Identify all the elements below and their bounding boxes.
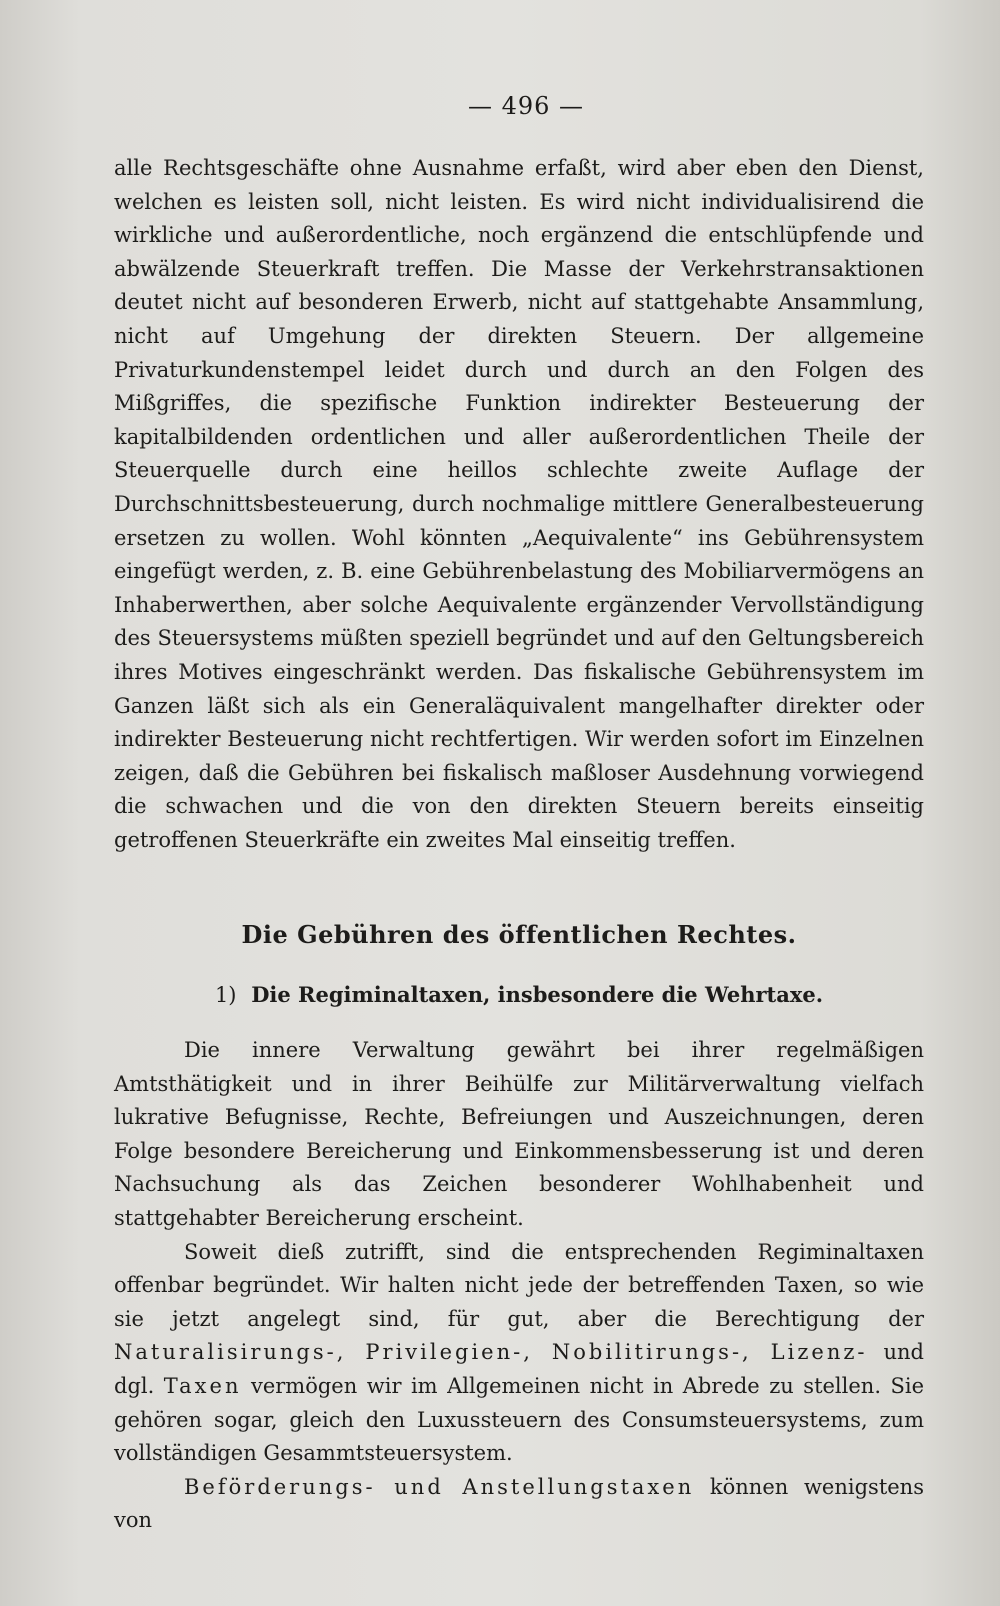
- page-number: — 496 —: [467, 92, 585, 120]
- paragraph-text: Soweit dieß zutrifft, sind die entsprechenden Regiminaltaxen offenbar begründet. Wir halten nicht jede der betreffenden Taxen, so wie sie jetzt angelegt sind, für gut, aber die Berechtigung der: [114, 1239, 924, 1331]
- paragraph: Die innere Verwaltung gewährt bei ihrer regelmäßigen Amtsthätigkeit und in ihrer Beihülfe zur Militärverwaltung vielfach lukrative Befugnisse, Rechte, Befreiungen und Auszeichnungen, deren Folge besondere Bereicherung und Einkommensbesserung ist und deren Nachsuchung als das Zeichen besonderer Wohlhabenheit und stattgehabter Bereicherung erscheint.: [114, 1038, 924, 1230]
- body-text-top: [114, 152, 924, 857]
- emphasized-text: Taxen: [163, 1373, 242, 1398]
- emphasized-text: Naturalisirungs-, Privilegien-, Nobilitirungs-, Lizenz-: [114, 1340, 868, 1365]
- body-text-bottom: [114, 1034, 924, 1538]
- paragraph: alle Rechtsgeschäfte ohne Ausnahme erfaßt, wird aber eben den Dienst, welchen es leisten soll, nicht leisten. Es wird nicht individualisirend die wirkliche und außerordentliche, noch ergänzend die entschlüpfende und abwälzende Steuerkraft treffen. Die Masse der Verkehrstransaktionen deutet nicht auf besonderen Erwerb, nicht auf stattgehabte Ansammlung, nicht auf Umgehung der direkten Steuern. Der allgemeine Privaturkundenstempel leidet durch und durch an den Folgen des Mißgriffes, die spezifische Funktion indirekter Besteuerung der kapitalbildenden ordentlichen und aller außerordentlichen Theile der Steuerquelle durch eine heillos schlechte zweite Auflage der Durchschnittsbesteuerung, durch nochmalige mittlere Generalbesteuerung ersetzen zu wollen. Wohl könnten „Aequivalente“ ins Gebührensystem eingefügt werden, z. B. eine Gebührenbelastung des Mobiliarvermögens an Inhaberwerthen, aber solche Aequivalente ergänzender Vervollständigung des Steuersystems müßten speziell begründet und auf den Geltungsbereich ihres Motives eingeschränkt werden. Das fiskalische Gebührensystem im Ganzen läßt sich als ein Generaläquivalent mangelhafter direkter oder indirekter Besteuerung nicht rechtfertigen. Wir werden sofort im Einzelnen zeigen, daß die Gebühren bei fiskalisch maßloser Ausdehnung vorwiegend die schwachen und die von den direkten Steuern bereits einseitig getroffenen Steuerkräfte ein zweites Mal einseitig treffen.: [114, 156, 924, 852]
- subheading-text: Die Regiminaltaxen, insbesondere die Wehrtaxe.: [251, 982, 824, 1007]
- paragraph-text: und dgl.: [114, 1340, 924, 1398]
- paragraph-text: vermögen wir im Allgemeinen nicht in Abrede zu stellen. Sie gehören sogar, gleich den Luxussteuern des Consumsteuersystems, zum vollständigen Gesammtsteuersystem.: [114, 1373, 925, 1466]
- paragraph: [114, 1236, 924, 1471]
- section-heading: Die Gebühren des öffentlichen Rechtes.: [241, 920, 797, 949]
- paragraph: [114, 1471, 924, 1538]
- emphasized-text: Beförderungs- und Anstellungstaxen: [184, 1474, 695, 1499]
- subheading: [114, 982, 924, 1007]
- paragraph-text: können wenigstens von: [114, 1474, 924, 1533]
- subheading-number: 1): [214, 983, 237, 1007]
